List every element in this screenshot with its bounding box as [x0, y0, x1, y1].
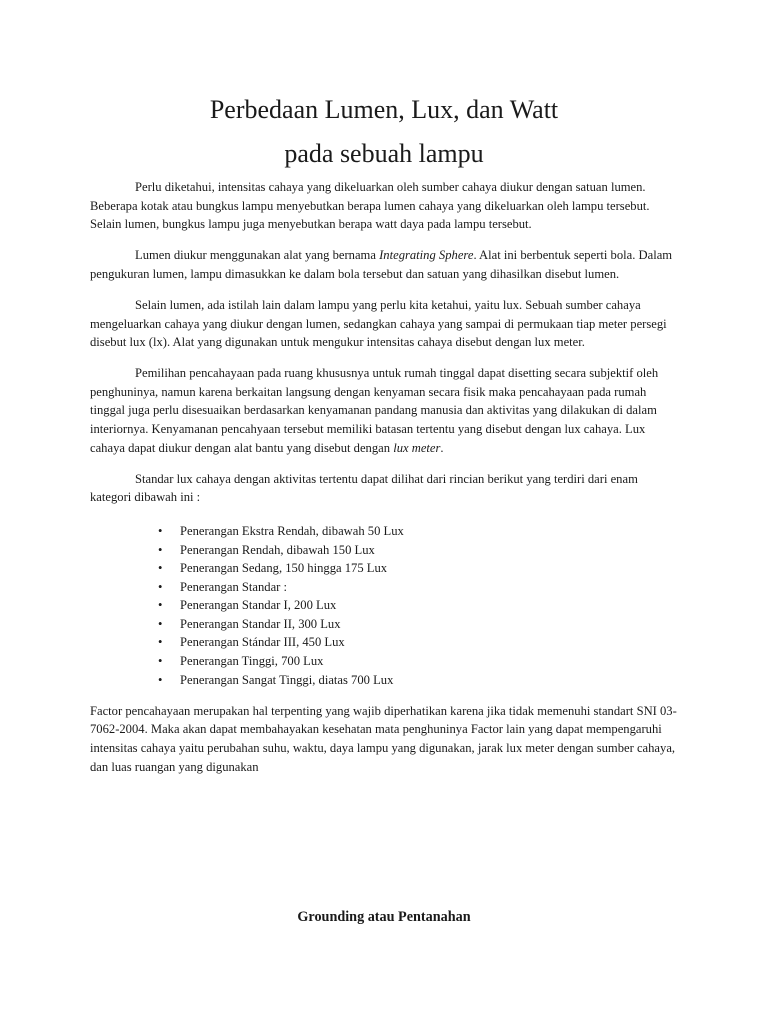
bullet-icon: •: [158, 635, 163, 650]
list-item-text: Penerangan Standar II, 300 Lux: [180, 616, 341, 631]
bullet-icon: •: [158, 672, 163, 687]
list-item: [158, 578, 680, 597]
bullet-icon: •: [158, 523, 163, 538]
list-item: [158, 522, 680, 541]
list-item: [158, 559, 680, 578]
lux-category-list: [90, 522, 680, 689]
paragraph-lumen: [90, 246, 680, 283]
bullet-icon: •: [158, 616, 163, 631]
list-item: [158, 541, 680, 560]
list-item: [158, 652, 680, 671]
list-item: [158, 596, 680, 615]
list-item-text: Penerangan Standar I, 200 Lux: [180, 598, 337, 613]
paragraph-lux: Selain lumen, ada istilah lain dalam lampu yang perlu kita ketahui, yaitu lux. Sebuah sumber cahaya mengeluarkan cahaya yang diukur dengan lumen, sedangkan cahaya yang sampai di permukaan tiap meter persegi disebut lux (lx). Alat yang digunakan untuk mengukur intensitas cahaya disebut dengan lux meter.: [90, 297, 667, 350]
document-title-line-1: Perbedaan Lumen, Lux, dan Watt: [209, 95, 559, 124]
list-item: [158, 671, 680, 690]
paragraph-intro: Perlu diketahui, intensitas cahaya yang dikeluarkan oleh sumber cahaya diukur dengan satuan lumen. Beberapa kotak atau bungkus lampu menyebutkan berapa lumen cahaya yang dikeluarkan oleh lampu tersebut. Selain lumen, bungkus lampu juga menyebutkan berapa watt daya pada lampu tersebut.: [90, 180, 650, 232]
list-item: [158, 633, 680, 652]
list-item-text: Penerangan Standar :: [180, 579, 288, 594]
list-item-text: Penerangan Stándar III, 450 Lux: [180, 635, 345, 650]
bullet-icon: •: [158, 654, 163, 669]
paragraph-pencahayaan-text-2: .: [440, 440, 444, 455]
bullet-icon: •: [158, 561, 163, 576]
bullet-icon: •: [158, 542, 163, 557]
paragraph-lumen-text-2: . Alat ini berbentuk seperti bola. Dalam pengukuran lumen, lampu dimasukkan ke dalam bola tersebut dan satuan yang dihasilkan disebut lumen.: [90, 248, 673, 281]
paragraph-standar: Standar lux cahaya dengan aktivitas tertentu dapat dilihat dari rincian berikut yang terdiri dari enam kategori dibawah ini :: [90, 471, 638, 505]
paragraph-pencahayaan-italic: lux meter: [393, 440, 441, 455]
paragraph-lumen-text-1: Lumen diukur menggunakan alat yang bernama: [135, 248, 380, 263]
list-item: [158, 615, 680, 634]
list-item-text: Penerangan Sedang, 150 hingga 175 Lux: [180, 561, 388, 576]
paragraph-factor: Factor pencahayaan merupakan hal terpenting yang wajib diperhatikan karena jika tidak memenuhi standart SNI 03-7062-2004. Maka akan dapat membahayakan kesehatan mata penghuninya Factor lain yang dapat mempengaruhi intensitas cahaya yaitu perubahan suhu, waktu, daya lampu yang digunakan, jarak lux meter dengan sumber cahaya, dan luas ruangan yang digunakan: [90, 703, 677, 774]
document-title-line-2: pada sebuah lampu: [284, 139, 484, 168]
paragraph-pencahayaan: [90, 364, 680, 457]
bullet-icon: •: [158, 598, 163, 613]
list-item-text: Penerangan Sangat Tinggi, diatas 700 Lux: [180, 672, 394, 687]
list-item-text: Penerangan Rendah, dibawah 150 Lux: [180, 542, 375, 557]
list-item-text: Penerangan Ekstra Rendah, dibawah 50 Lux: [180, 523, 404, 538]
list-item-text: Penerangan Tinggi, 700 Lux: [180, 654, 324, 669]
paragraph-pencahayaan-text-1: Pemilihan pencahayaan pada ruang khususnya untuk rumah tinggal dapat disetting secara subjektif oleh penghuninya, namun karena berkaitan langsung dengan kenyaman secara fisik maka pencahayaan pada rumah tinggal juga perlu disesuaikan berdasarkan kenyamanan pandang manusia dan aktivitas yang dilakukan di dalam interiornya. Kenyamanan pencahyaan tersebut memiliki batasan tertentu yang disebut dengan lux cahaya. Lux cahaya dapat diukur dengan alat bantu yang disebut dengan: [90, 366, 659, 455]
document-body: [90, 178, 680, 789]
paragraph-lumen-italic: Integrating Sphere: [379, 248, 474, 263]
section-heading-grounding: Grounding atau Pentanahan: [297, 909, 471, 925]
bullet-icon: •: [158, 579, 163, 594]
